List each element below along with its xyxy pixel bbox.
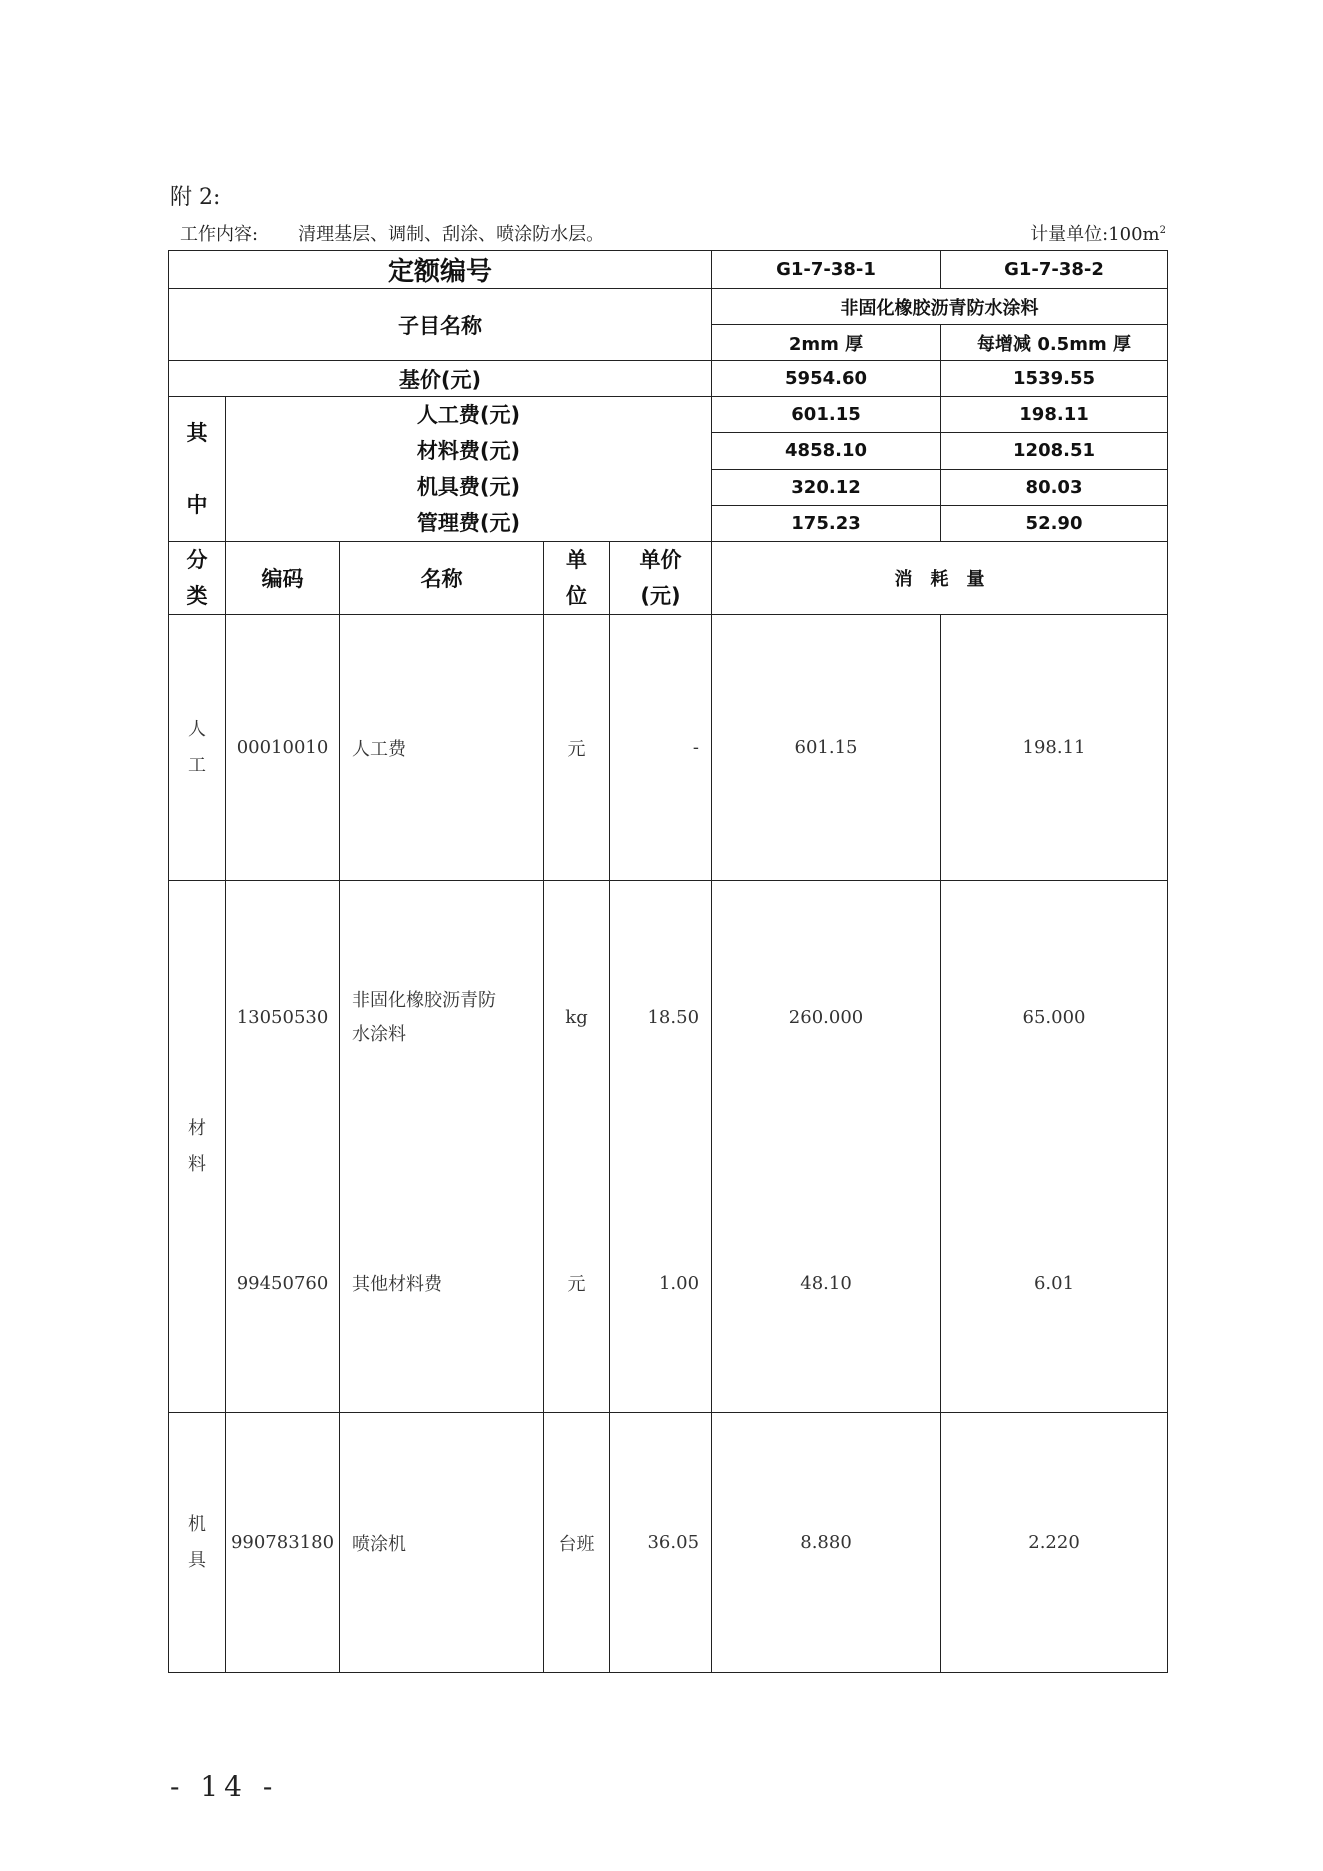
quota-code-2: G1-7-38-2 xyxy=(941,251,1168,289)
machine-cost-1: 320.12 xyxy=(712,469,941,505)
row-name: 其他材料费 xyxy=(340,1155,544,1413)
col-unit-price: 单价 (元) xyxy=(610,542,712,615)
row-name: 人工费 xyxy=(340,615,544,881)
work-content-value: 清理基层、调制、刮涂、喷涂防水层。 xyxy=(298,224,605,245)
page-number: - 14 - xyxy=(170,1770,279,1803)
row-code: 13050530 xyxy=(226,881,340,1155)
row-price: 18.50 xyxy=(610,881,712,1155)
measure-unit-sup: 2 xyxy=(1159,225,1166,236)
row-price: - xyxy=(610,615,712,881)
quota-no-label: 定额编号 xyxy=(169,251,712,289)
management-cost-2: 52.90 xyxy=(941,505,1168,541)
item-name-label: 子目名称 xyxy=(169,289,712,361)
table-row xyxy=(169,615,1168,881)
management-cost-label: 管理费(元) xyxy=(416,511,521,535)
machine-cost-label: 机具费(元) xyxy=(416,475,521,499)
row-unit: kg xyxy=(544,881,610,1155)
row-code: 990783180 xyxy=(226,1413,340,1673)
row-qty-2: 198.11 xyxy=(941,615,1168,881)
col-name: 名称 xyxy=(340,542,544,615)
table-meta xyxy=(170,220,1166,246)
cost-labels xyxy=(226,397,712,542)
base-price-row xyxy=(169,361,1168,397)
row-qty-2: 6.01 xyxy=(941,1155,1168,1413)
qizhong-label: 其 中 xyxy=(169,397,226,542)
base-price-1: 5954.60 xyxy=(712,361,941,397)
labor-cost-1: 601.15 xyxy=(712,397,941,433)
row-code: 99450760 xyxy=(226,1155,340,1413)
base-price-label: 基价(元) xyxy=(169,361,712,397)
row-name: 喷涂机 xyxy=(340,1413,544,1673)
work-content xyxy=(180,220,604,246)
item-group-name: 非固化橡胶沥青防水涂料 xyxy=(712,289,1168,325)
labor-cost-label: 人工费(元) xyxy=(416,403,521,427)
row-qty-2: 65.000 xyxy=(941,881,1168,1155)
table-row xyxy=(169,1155,1168,1413)
material-cost-2: 1208.51 xyxy=(941,433,1168,469)
cost-row xyxy=(169,397,1168,433)
row-unit: 元 xyxy=(544,615,610,881)
row-qty-2: 2.220 xyxy=(941,1413,1168,1673)
table-row xyxy=(169,881,1168,1155)
row-qty-1: 601.15 xyxy=(712,615,941,881)
material-cost-1: 4858.10 xyxy=(712,433,941,469)
attachment-label: 附 2: xyxy=(170,185,221,210)
management-cost-1: 175.23 xyxy=(712,505,941,541)
quota-no-row xyxy=(169,251,1168,289)
col-code: 编码 xyxy=(226,542,340,615)
row-unit: 元 xyxy=(544,1155,610,1413)
row-qty-1: 260.000 xyxy=(712,881,941,1155)
col-category: 分 类 xyxy=(169,542,226,615)
row-price: 36.05 xyxy=(610,1413,712,1673)
category-machine: 机 具 xyxy=(169,1413,226,1673)
category-material: 材 料 xyxy=(169,881,226,1413)
measure-unit xyxy=(1030,220,1166,246)
row-price: 1.00 xyxy=(610,1155,712,1413)
measure-unit-label: 计量单位:100m xyxy=(1030,224,1160,245)
labor-cost-2: 198.11 xyxy=(941,397,1168,433)
quota-table xyxy=(168,250,1168,1673)
row-name: 非固化橡胶沥青防 水涂料 xyxy=(340,881,544,1155)
material-cost-label: 材料费(元) xyxy=(416,439,521,463)
row-qty-1: 48.10 xyxy=(712,1155,941,1413)
item-spec-1: 2mm 厚 xyxy=(712,325,941,361)
item-spec-2: 每增减 0.5mm 厚 xyxy=(941,325,1168,361)
table-row xyxy=(169,1413,1168,1673)
column-header-row xyxy=(169,542,1168,615)
col-consumption: 消 耗 量 xyxy=(712,542,1168,615)
item-name-row xyxy=(169,289,1168,325)
machine-cost-2: 80.03 xyxy=(941,469,1168,505)
col-unit: 单 位 xyxy=(544,542,610,615)
base-price-2: 1539.55 xyxy=(941,361,1168,397)
category-labor: 人 工 xyxy=(169,615,226,881)
work-content-label: 工作内容: xyxy=(180,224,259,245)
row-code: 00010010 xyxy=(226,615,340,881)
row-unit: 台班 xyxy=(544,1413,610,1673)
quota-code-1: G1-7-38-1 xyxy=(712,251,941,289)
row-qty-1: 8.880 xyxy=(712,1413,941,1673)
